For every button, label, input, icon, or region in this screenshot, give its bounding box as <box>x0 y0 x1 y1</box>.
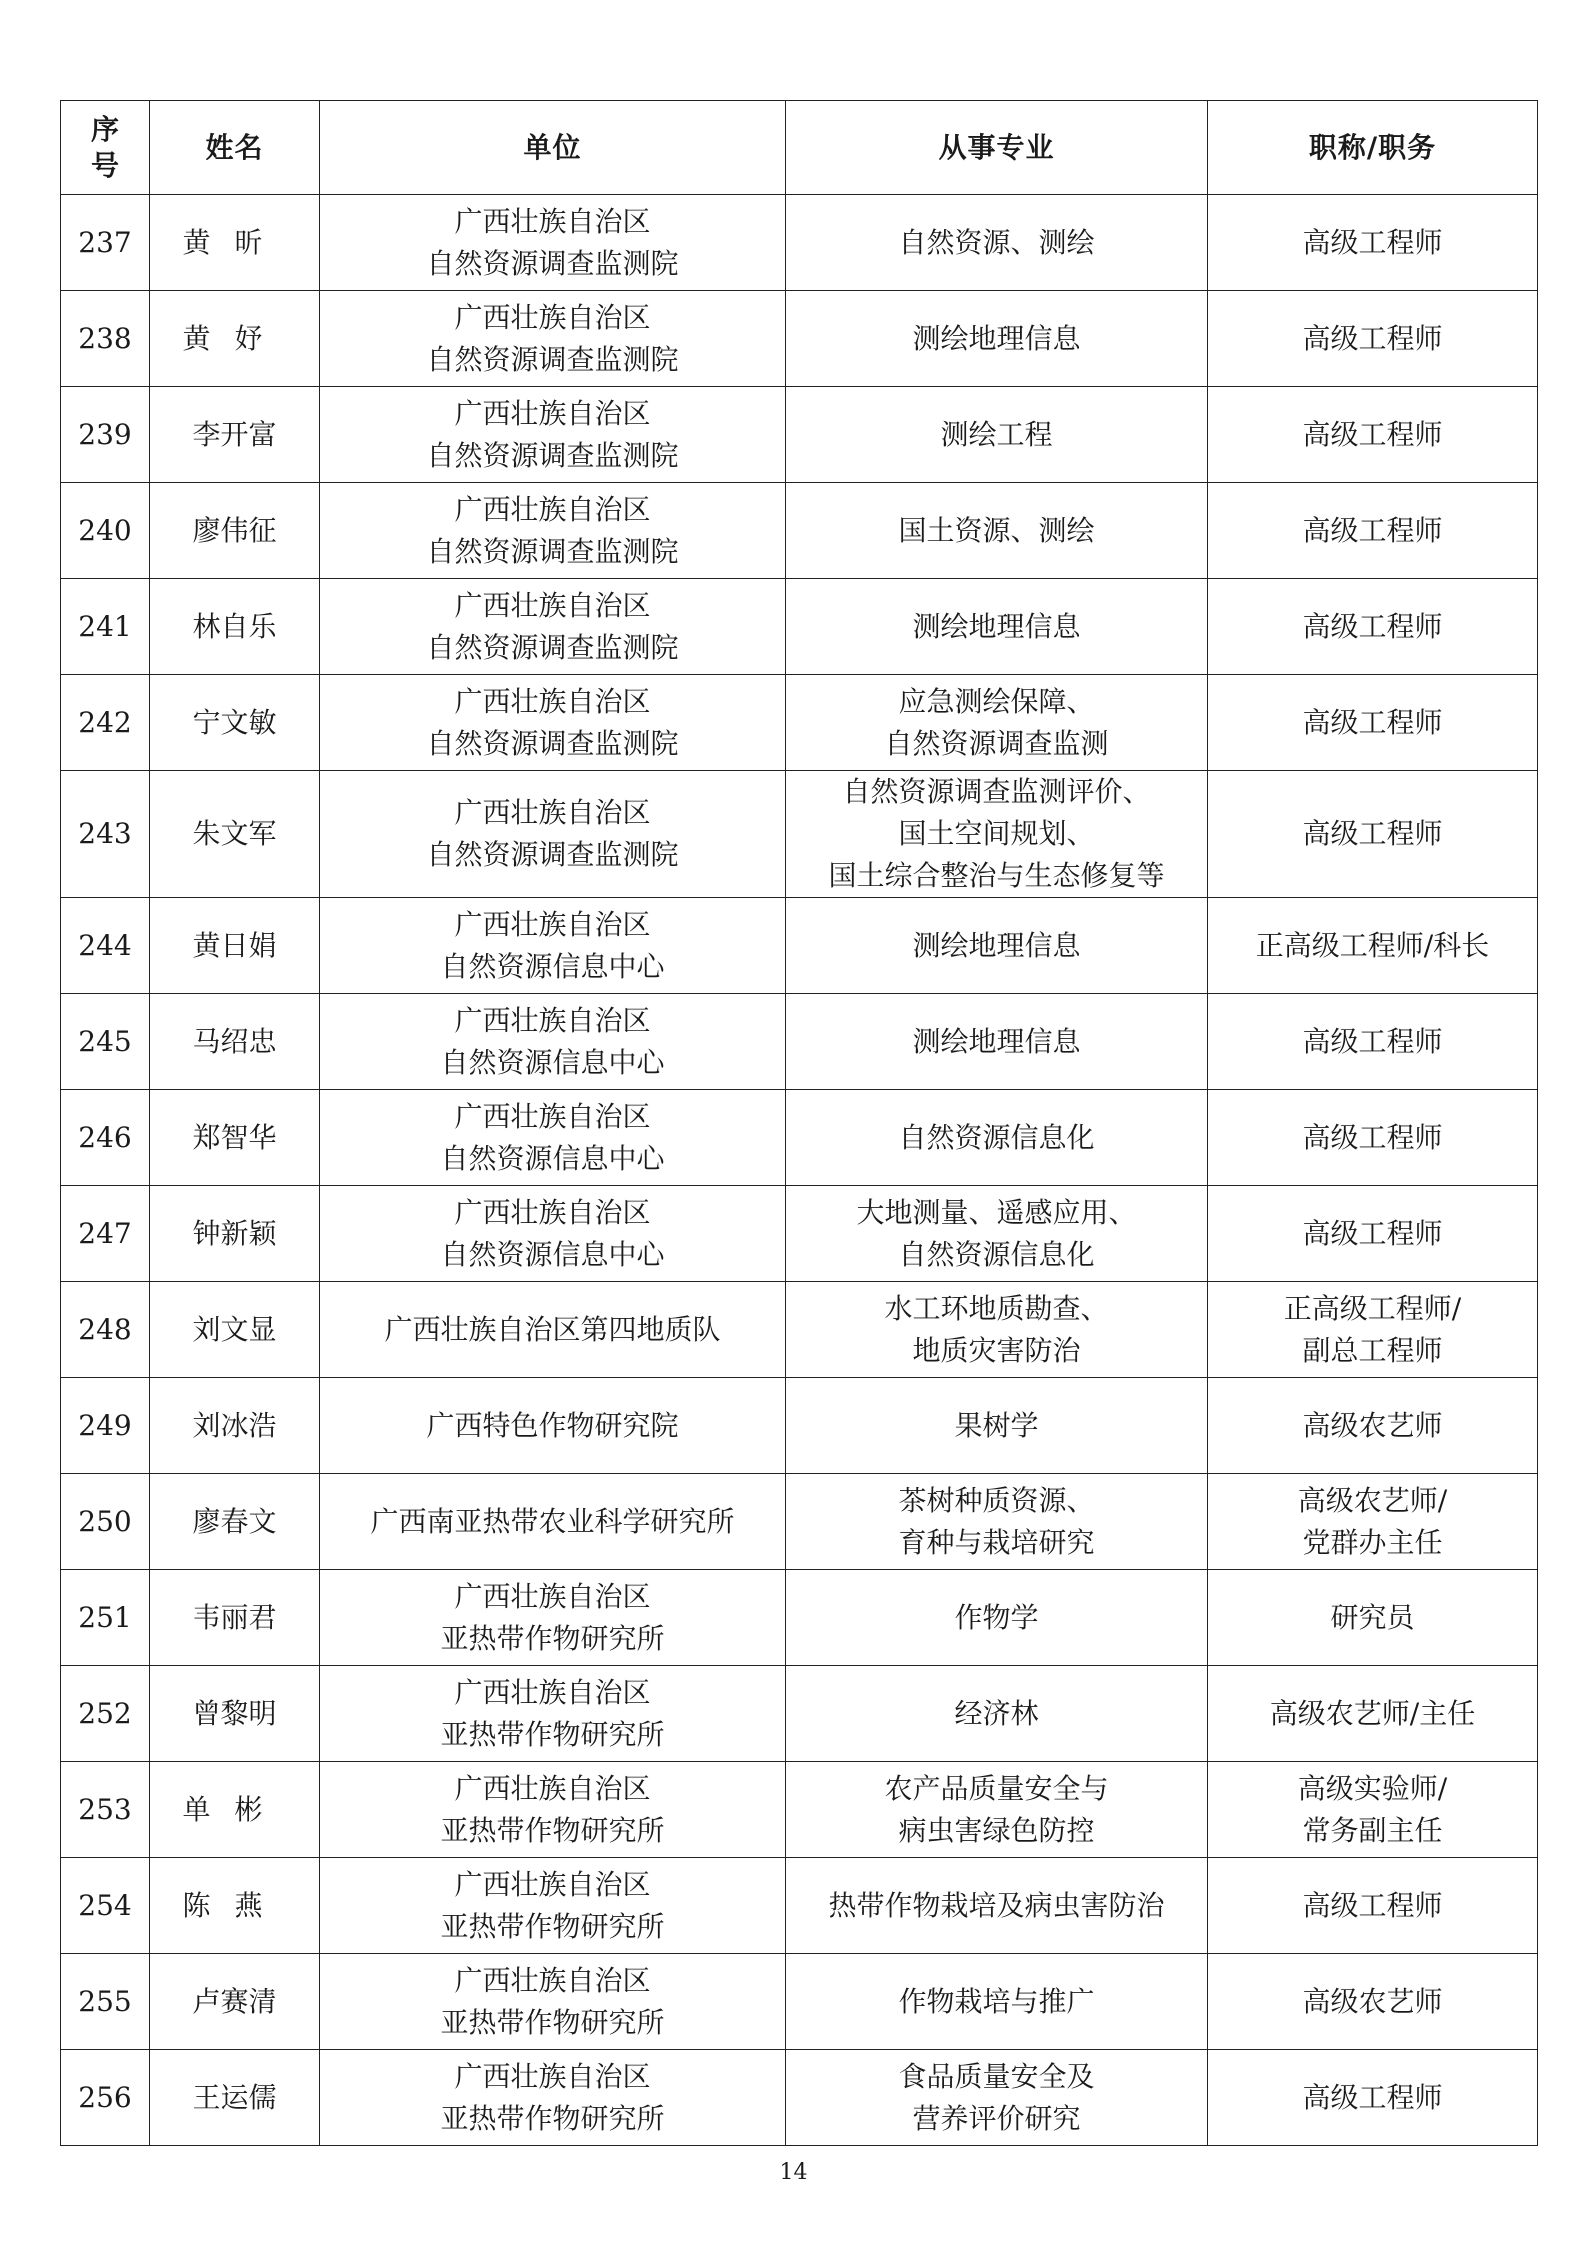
table-row <box>61 1570 1538 1666</box>
cell-unit-line: 自然资源信息中心 <box>440 1237 665 1271</box>
cell-unit-line: 自然资源调查监测院 <box>426 534 679 568</box>
cell-major-line: 大地测量、遥感应用、 <box>856 1195 1137 1229</box>
cell-seq: 238 <box>61 291 150 387</box>
table-row <box>61 1858 1538 1954</box>
cell-name: 廖伟征 <box>150 483 320 579</box>
cell-title-line: 高级工程师 <box>1302 417 1443 451</box>
cell-name: 廖春文 <box>150 1474 320 1570</box>
cell-unit-line: 广西特色作物研究院 <box>426 1408 679 1442</box>
cell-seq: 256 <box>61 2050 150 2146</box>
cell-title <box>1208 1858 1538 1954</box>
cell-title <box>1208 1186 1538 1282</box>
cell-seq: 246 <box>61 1090 150 1186</box>
cell-title <box>1208 291 1538 387</box>
table-row <box>61 483 1538 579</box>
cell-seq: 241 <box>61 579 150 675</box>
cell-major-line: 水工环地质勘查、 <box>884 1291 1109 1325</box>
table-row <box>61 1666 1538 1762</box>
cell-major <box>786 994 1208 1090</box>
table-row <box>61 898 1538 994</box>
cell-seq: 240 <box>61 483 150 579</box>
cell-unit-line: 广西壮族自治区 <box>454 1771 651 1805</box>
cell-title-line: 高级实验师/ <box>1297 1771 1448 1805</box>
cell-title-line: 高级农艺师 <box>1302 1408 1443 1442</box>
cell-title <box>1208 1282 1538 1378</box>
table-row <box>61 1378 1538 1474</box>
cell-name: 曾黎明 <box>150 1666 320 1762</box>
cell-major <box>786 2050 1208 2146</box>
header-title: 职称/职务 <box>1208 101 1538 195</box>
cell-unit <box>320 483 786 579</box>
cell-major-line: 作物栽培与推广 <box>898 1984 1095 2018</box>
cell-unit-line: 广西壮族自治区 <box>454 1195 651 1229</box>
cell-unit <box>320 2050 786 2146</box>
cell-unit-line: 亚热带作物研究所 <box>440 1813 665 1847</box>
cell-major-line: 经济林 <box>954 1696 1039 1730</box>
cell-seq: 251 <box>61 1570 150 1666</box>
table-body <box>61 195 1538 2146</box>
cell-seq: 249 <box>61 1378 150 1474</box>
cell-major-line: 茶树种质资源、 <box>898 1483 1095 1517</box>
cell-major <box>786 387 1208 483</box>
cell-unit-line: 广西壮族自治区 <box>454 2059 651 2093</box>
cell-unit <box>320 1570 786 1666</box>
cell-title <box>1208 483 1538 579</box>
table-row <box>61 387 1538 483</box>
cell-major-line: 农产品质量安全与 <box>884 1771 1109 1805</box>
cell-seq: 255 <box>61 1954 150 2050</box>
cell-major-line: 果树学 <box>954 1408 1039 1442</box>
cell-title-line: 高级工程师 <box>1302 1024 1443 1058</box>
cell-major-line: 自然资源信息化 <box>898 1237 1095 1271</box>
cell-title <box>1208 1954 1538 2050</box>
cell-major-line: 自然资源调查监测 <box>884 726 1109 760</box>
header-seq-label: 序号 <box>91 112 121 182</box>
cell-name: 林自乐 <box>150 579 320 675</box>
cell-major <box>786 1282 1208 1378</box>
cell-major-line: 热带作物栽培及病虫害防治 <box>828 1888 1165 1922</box>
cell-unit-line: 自然资源调查监测院 <box>426 630 679 664</box>
cell-seq: 247 <box>61 1186 150 1282</box>
cell-major <box>786 675 1208 771</box>
cell-unit-line: 广西壮族自治区 <box>454 300 651 334</box>
cell-major <box>786 1666 1208 1762</box>
cell-major-line: 国土资源、测绘 <box>898 513 1095 547</box>
cell-title-line: 正高级工程师/科长 <box>1255 928 1490 962</box>
cell-name: 刘文显 <box>150 1282 320 1378</box>
cell-title <box>1208 1474 1538 1570</box>
table-row <box>61 1282 1538 1378</box>
cell-unit-line: 广西壮族自治区 <box>454 1099 651 1133</box>
cell-title-line: 副总工程师 <box>1302 1333 1443 1367</box>
table-row <box>61 195 1538 291</box>
cell-title <box>1208 994 1538 1090</box>
cell-seq: 237 <box>61 195 150 291</box>
cell-major-line: 地质灾害防治 <box>912 1333 1081 1367</box>
cell-unit-line: 自然资源信息中心 <box>440 1045 665 1079</box>
cell-major-line: 病虫害绿色防控 <box>898 1813 1095 1847</box>
cell-unit-line: 广西壮族自治区第四地质队 <box>384 1312 721 1346</box>
table-row <box>61 771 1538 898</box>
cell-unit-line: 广西壮族自治区 <box>454 907 651 941</box>
cell-unit-line: 亚热带作物研究所 <box>440 1909 665 1943</box>
cell-seq: 243 <box>61 771 150 898</box>
cell-seq: 250 <box>61 1474 150 1570</box>
cell-title <box>1208 1666 1538 1762</box>
header-unit: 单位 <box>320 101 786 195</box>
page-number: 14 <box>779 2160 808 2185</box>
cell-major <box>786 195 1208 291</box>
cell-unit <box>320 898 786 994</box>
cell-major <box>786 1762 1208 1858</box>
cell-major <box>786 1378 1208 1474</box>
cell-unit-line: 自然资源信息中心 <box>440 949 665 983</box>
cell-unit <box>320 1954 786 2050</box>
cell-title <box>1208 675 1538 771</box>
cell-title <box>1208 1570 1538 1666</box>
cell-name: 钟新颖 <box>150 1186 320 1282</box>
cell-name: 刘冰浩 <box>150 1378 320 1474</box>
cell-name: 陈燕 <box>150 1858 320 1954</box>
cell-title-line: 高级工程师 <box>1302 817 1443 850</box>
cell-title-line: 高级农艺师 <box>1302 1984 1443 2018</box>
cell-unit-line: 广西壮族自治区 <box>454 684 651 718</box>
cell-unit <box>320 1378 786 1474</box>
cell-major <box>786 1186 1208 1282</box>
cell-title <box>1208 2050 1538 2146</box>
cell-name: 宁文敏 <box>150 675 320 771</box>
cell-title <box>1208 1762 1538 1858</box>
cell-major <box>786 1858 1208 1954</box>
cell-unit-line: 广西壮族自治区 <box>454 204 651 238</box>
table-row <box>61 2050 1538 2146</box>
cell-major-line: 育种与栽培研究 <box>898 1525 1095 1559</box>
table-row <box>61 291 1538 387</box>
cell-major-line: 自然资源信息化 <box>898 1120 1095 1154</box>
cell-major-line: 测绘地理信息 <box>912 1024 1081 1058</box>
cell-major-line: 测绘地理信息 <box>912 928 1081 962</box>
cell-seq: 245 <box>61 994 150 1090</box>
cell-major <box>786 291 1208 387</box>
cell-title <box>1208 579 1538 675</box>
cell-title-line: 常务副主任 <box>1302 1813 1443 1847</box>
cell-title <box>1208 195 1538 291</box>
cell-major-line: 自然资源调查监测评价、 <box>842 775 1151 808</box>
cell-seq: 253 <box>61 1762 150 1858</box>
cell-unit-line: 广西壮族自治区 <box>454 1963 651 1997</box>
cell-major <box>786 1474 1208 1570</box>
cell-unit <box>320 1762 786 1858</box>
cell-unit-line: 广西壮族自治区 <box>454 588 651 622</box>
cell-title-line: 高级工程师 <box>1302 225 1443 259</box>
cell-major-line: 国土空间规划、 <box>898 817 1095 850</box>
cell-name: 单彬 <box>150 1762 320 1858</box>
table-row <box>61 1090 1538 1186</box>
cell-unit <box>320 1474 786 1570</box>
cell-unit-line: 自然资源调查监测院 <box>426 342 679 376</box>
cell-unit <box>320 387 786 483</box>
cell-unit-line: 广西壮族自治区 <box>454 1579 651 1613</box>
table-row <box>61 1474 1538 1570</box>
cell-seq: 242 <box>61 675 150 771</box>
cell-unit <box>320 1186 786 1282</box>
cell-major-line: 测绘地理信息 <box>912 609 1081 643</box>
cell-title-line: 高级农艺师/主任 <box>1269 1696 1476 1730</box>
cell-title-line: 高级工程师 <box>1302 609 1443 643</box>
cell-title-line: 高级工程师 <box>1302 705 1443 739</box>
cell-name: 黄日娟 <box>150 898 320 994</box>
cell-unit-line: 广西南亚热带农业科学研究所 <box>370 1504 735 1538</box>
cell-title-line: 党群办主任 <box>1302 1525 1443 1559</box>
cell-name: 郑智华 <box>150 1090 320 1186</box>
cell-seq: 248 <box>61 1282 150 1378</box>
header-seq <box>61 101 150 195</box>
cell-title-line: 高级工程师 <box>1302 2080 1443 2114</box>
personnel-table <box>60 100 1538 2146</box>
cell-title-line: 高级工程师 <box>1302 321 1443 355</box>
cell-unit-line: 亚热带作物研究所 <box>440 1621 665 1655</box>
cell-title-line: 高级农艺师/ <box>1297 1483 1448 1517</box>
cell-major-line: 应急测绘保障、 <box>898 684 1095 718</box>
cell-name: 黄妤 <box>150 291 320 387</box>
cell-unit <box>320 1858 786 1954</box>
cell-seq: 239 <box>61 387 150 483</box>
cell-unit <box>320 675 786 771</box>
cell-title <box>1208 1378 1538 1474</box>
cell-title-line: 正高级工程师/ <box>1283 1291 1462 1325</box>
cell-major-line: 食品质量安全及 <box>898 2059 1095 2093</box>
cell-major-line: 测绘地理信息 <box>912 321 1081 355</box>
cell-unit <box>320 291 786 387</box>
cell-major-line: 营养评价研究 <box>912 2101 1081 2135</box>
cell-major <box>786 1090 1208 1186</box>
cell-unit <box>320 1090 786 1186</box>
cell-unit-line: 亚热带作物研究所 <box>440 2005 665 2039</box>
cell-name: 朱文军 <box>150 771 320 898</box>
cell-unit-line: 自然资源调查监测院 <box>426 726 679 760</box>
cell-seq: 252 <box>61 1666 150 1762</box>
table-row <box>61 1762 1538 1858</box>
cell-major <box>786 1954 1208 2050</box>
header-row <box>61 101 1538 195</box>
header-major: 从事专业 <box>786 101 1208 195</box>
cell-major-line: 自然资源、测绘 <box>898 225 1095 259</box>
table-row <box>61 1954 1538 2050</box>
cell-name: 马绍忠 <box>150 994 320 1090</box>
cell-unit <box>320 994 786 1090</box>
cell-name: 李开富 <box>150 387 320 483</box>
cell-major <box>786 483 1208 579</box>
cell-unit <box>320 1666 786 1762</box>
cell-unit-line: 广西壮族自治区 <box>454 1003 651 1037</box>
cell-unit-line: 亚热带作物研究所 <box>440 2101 665 2135</box>
table-row <box>61 1186 1538 1282</box>
cell-unit-line: 广西壮族自治区 <box>454 1867 651 1901</box>
cell-name: 黄昕 <box>150 195 320 291</box>
table-row <box>61 994 1538 1090</box>
cell-unit-line: 自然资源信息中心 <box>440 1141 665 1175</box>
cell-major-line: 作物学 <box>954 1600 1039 1634</box>
cell-title <box>1208 1090 1538 1186</box>
cell-unit-line: 自然资源调查监测院 <box>426 438 679 472</box>
cell-unit-line: 自然资源调查监测院 <box>426 246 679 280</box>
cell-unit <box>320 195 786 291</box>
cell-seq: 244 <box>61 898 150 994</box>
cell-name: 卢赛清 <box>150 1954 320 2050</box>
cell-unit-line: 广西壮族自治区 <box>454 492 651 526</box>
cell-major <box>786 771 1208 898</box>
cell-name: 韦丽君 <box>150 1570 320 1666</box>
cell-name: 王运儒 <box>150 2050 320 2146</box>
table-row <box>61 675 1538 771</box>
cell-title-line: 高级工程师 <box>1302 513 1443 547</box>
cell-unit-line: 亚热带作物研究所 <box>440 1717 665 1751</box>
cell-unit-line: 广西壮族自治区 <box>454 396 651 430</box>
cell-unit-line: 广西壮族自治区 <box>454 796 651 829</box>
cell-unit <box>320 579 786 675</box>
cell-title-line: 研究员 <box>1330 1600 1415 1634</box>
cell-unit <box>320 1282 786 1378</box>
cell-title-line: 高级工程师 <box>1302 1216 1443 1250</box>
cell-unit <box>320 771 786 898</box>
cell-title-line: 高级工程师 <box>1302 1120 1443 1154</box>
header-name: 姓名 <box>150 101 320 195</box>
cell-title <box>1208 898 1538 994</box>
cell-unit-line: 自然资源调查监测院 <box>426 838 679 871</box>
cell-title <box>1208 387 1538 483</box>
cell-major <box>786 898 1208 994</box>
cell-title-line: 高级工程师 <box>1302 1888 1443 1922</box>
cell-major-line: 国土综合整治与生态修复等 <box>828 859 1165 892</box>
cell-major <box>786 579 1208 675</box>
table-row <box>61 579 1538 675</box>
cell-title <box>1208 771 1538 898</box>
cell-seq: 254 <box>61 1858 150 1954</box>
cell-unit-line: 广西壮族自治区 <box>454 1675 651 1709</box>
cell-major-line: 测绘工程 <box>940 417 1053 451</box>
table-header <box>61 101 1538 195</box>
cell-major <box>786 1570 1208 1666</box>
